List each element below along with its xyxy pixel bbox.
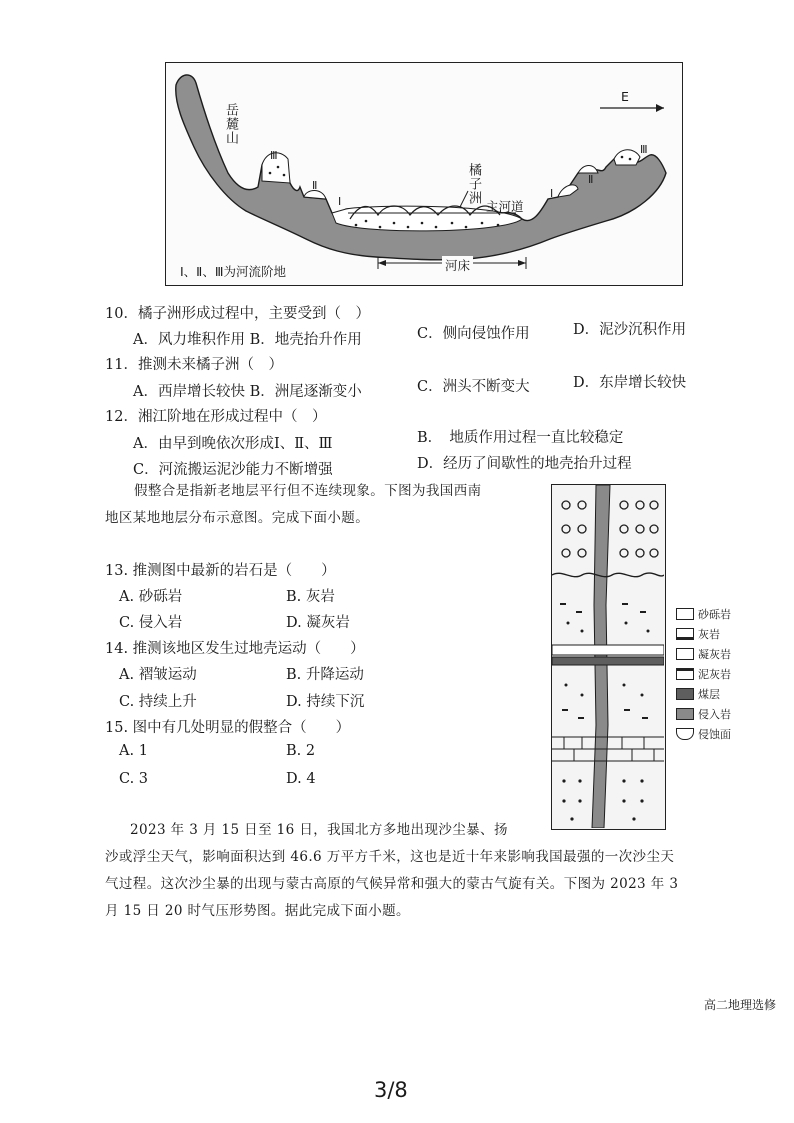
terrace-label-e1: Ⅰ	[550, 187, 554, 200]
question-11-option-c: C．洲头不断变大	[417, 379, 530, 395]
river-terrace-figure	[165, 62, 683, 286]
question-10-option-d: D．泥沙沉积作用	[573, 322, 687, 338]
footer-subject-note: 高二地理选修	[704, 998, 777, 1012]
question-14-option-d: D. 持续下沉	[286, 694, 365, 710]
question-10-option-c: C．侧向侵蚀作用	[417, 326, 530, 342]
question-11-option-d: D．东岸增长较快	[573, 375, 687, 391]
erosion-surface-swatch-icon	[676, 728, 694, 740]
coal-swatch-icon	[676, 688, 694, 700]
legend-item	[676, 685, 720, 703]
question-13-option-b: B. 灰岩	[286, 589, 335, 605]
terrace-label-w1: Ⅰ	[338, 195, 342, 208]
intrusive-swatch-icon	[676, 708, 694, 720]
question-13-option-c: C. 侵入岩	[119, 615, 183, 631]
terrace-caption: Ⅰ、Ⅱ、Ⅲ为河流阶地	[180, 264, 286, 279]
question-14-option-a: A. 褶皱运动	[119, 667, 197, 683]
marl-swatch-icon	[676, 668, 694, 680]
question-12: 12．湘江阶地在形成过程中（ ）	[105, 409, 327, 425]
legend-label: 凝灰岩	[698, 648, 731, 661]
legend-label: 侵入岩	[698, 708, 731, 721]
mountain-label: 岳麓山	[223, 103, 238, 145]
conglomerate-swatch-icon	[676, 608, 694, 620]
question-11: 11．推测未来橘子洲（ ）	[105, 357, 283, 373]
legend-label: 泥灰岩	[698, 668, 731, 681]
legend-label: 灰岩	[698, 628, 720, 641]
question-12-option-a: A．由早到晚依次形成Ⅰ、Ⅱ、Ⅲ	[133, 436, 333, 452]
question-12-option-c: C．河流搬运泥沙能力不断增强	[133, 462, 333, 478]
legend-item	[676, 665, 731, 683]
question-15: 15. 图中有几处明显的假整合（ ）	[105, 720, 351, 736]
legend-item	[676, 645, 731, 663]
page-number: 3/8	[374, 1078, 408, 1102]
strata-column-diagram	[551, 484, 666, 830]
legend-label: 煤层	[698, 688, 720, 701]
legend-item	[676, 725, 731, 743]
legend-label: 砂砾岩	[698, 608, 731, 621]
terrace-label-e2: Ⅱ	[588, 173, 594, 186]
dust-intro-line2: 沙或浮尘天气，影响面积达到 46.6 万平方千米，这也是近十年来影响我国最强的一次沙尘天	[105, 849, 675, 865]
question-14-option-c: C. 持续上升	[119, 694, 197, 710]
terrace-label-e3: Ⅲ	[640, 143, 648, 156]
tuff-swatch-icon	[676, 648, 694, 660]
dust-intro-line4: 月 15 日 20 时气压形势图。据此完成下面小题。	[105, 903, 410, 919]
question-14: 14. 推测该地区发生过地壳运动（ ）	[105, 641, 365, 657]
question-13: 13. 推测图中最新的岩石是（ ）	[105, 563, 336, 579]
channel-label: 主河道	[486, 199, 524, 214]
direction-label: E	[621, 89, 629, 104]
legend-item	[676, 605, 731, 623]
island-label: 橘子洲	[466, 163, 481, 205]
question-10: 10．橘子洲形成过程中，主要受到（ ）	[105, 306, 370, 322]
question-11-option-ab: A．西岸增长较快 B．洲尾逐渐变小	[133, 384, 362, 400]
strata-intro-line1: 假整合是指新老地层平行但不连续现象。下图为我国西南	[134, 483, 482, 499]
terrace-label-w2: Ⅱ	[312, 179, 318, 192]
question-15-option-b: B. 2	[286, 743, 316, 759]
legend-label: 侵蚀面	[698, 728, 731, 741]
question-13-option-a: A. 砂砾岩	[119, 589, 183, 605]
legend-item	[676, 625, 720, 643]
question-12-option-d: D．经历了间歇性的地壳抬升过程	[417, 456, 632, 472]
river-profile-drawing	[166, 63, 682, 285]
terrace-label-w3: Ⅲ	[270, 149, 278, 162]
strata-intro-line2: 地区某地地层分布示意图。完成下面小题。	[105, 510, 370, 526]
legend-item	[676, 705, 731, 723]
question-12-option-b: B． 地质作用过程一直比较稳定	[417, 430, 624, 446]
riverbed-label: 河床	[442, 256, 473, 274]
limestone-swatch-icon	[676, 628, 694, 640]
strata-drawing	[552, 485, 664, 828]
dust-intro-line3: 气过程。这次沙尘暴的出现与蒙古高原的气候异常和强大的蒙古气旋有关。下图为 2023 年 3	[105, 876, 679, 892]
question-15-option-d: D. 4	[286, 771, 316, 787]
question-10-option-ab: A．风力堆积作用 B．地壳抬升作用	[133, 332, 362, 348]
question-13-option-d: D. 凝灰岩	[286, 615, 350, 631]
question-14-option-b: B. 升降运动	[286, 667, 364, 683]
dust-intro-line1: 2023 年 3 月 15 日至 16 日，我国北方多地出现沙尘暴、扬	[130, 822, 508, 838]
question-15-option-c: C. 3	[119, 771, 149, 787]
question-15-option-a: A. 1	[119, 743, 148, 759]
